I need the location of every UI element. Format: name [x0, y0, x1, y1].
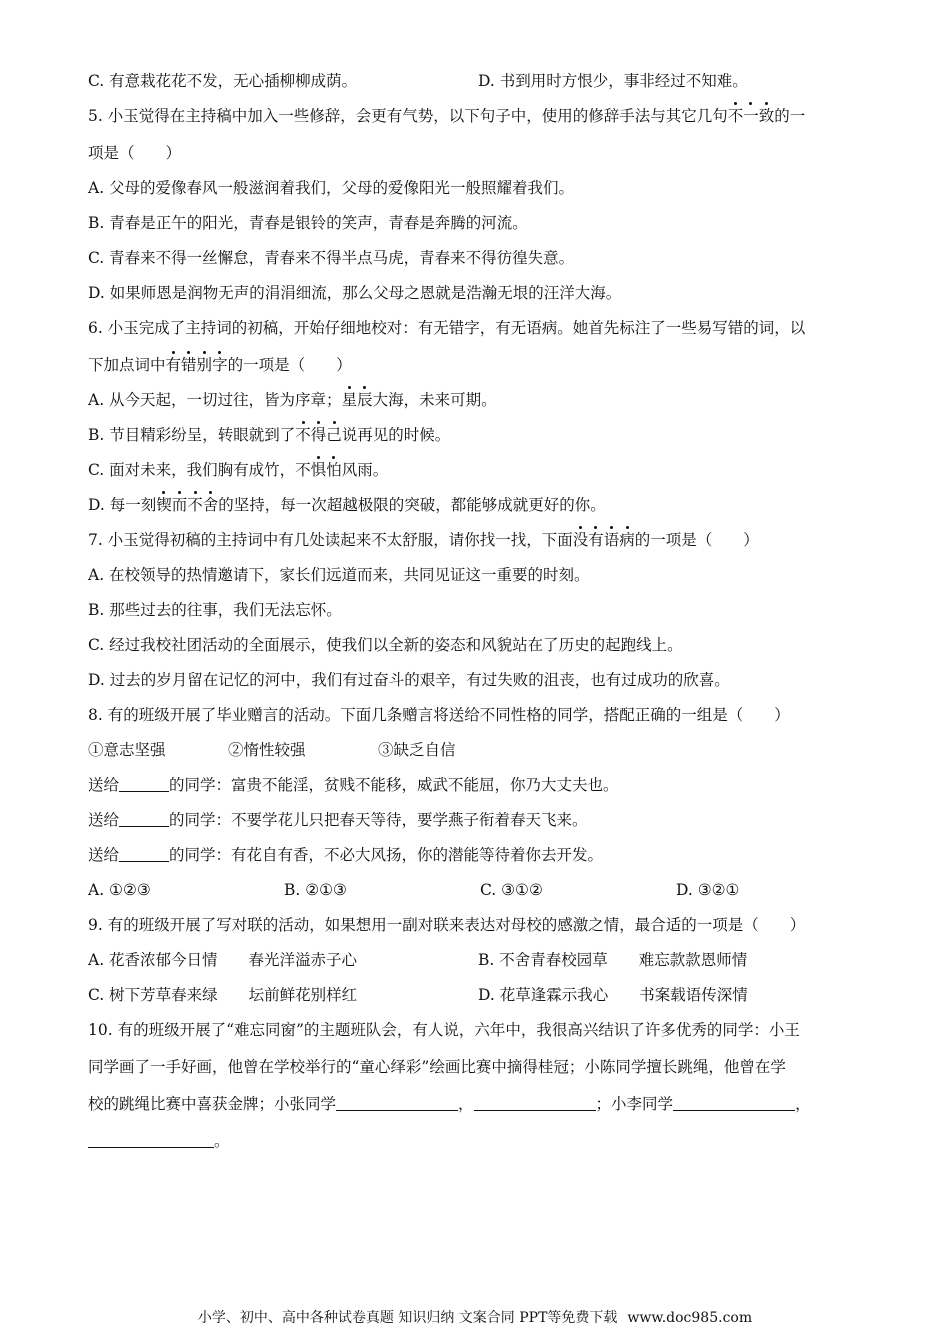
q9-options-row2 [88, 984, 872, 1006]
emphasis-char: 没 [572, 531, 589, 549]
q5-option-a: A. 父母的爱像春风一般滋润着我们，父母的爱像阳光一般照耀着我们。 [88, 179, 575, 197]
emphasis-char: 星 [341, 391, 358, 409]
q8-stem: 8. 有的班级开展了毕业赠言的活动。下面几条赠言将送给不同性格的同学，搭配正确的一组是（ ） [88, 706, 790, 724]
q6-option-b [88, 424, 872, 446]
q6-option-c [88, 459, 872, 481]
q10-text: 小李同学 [611, 1095, 674, 1113]
emphasis-char: 有 [165, 356, 182, 374]
send-label: 送给 [88, 846, 120, 864]
trait-item: ②惰性较强 [228, 741, 306, 759]
emphasis-char: 而 [171, 496, 188, 514]
q6-option-a [88, 389, 872, 411]
footer-text: 小学、初中、高中各种试卷真题 知识归纳 文案合同 PPT等免费下载 [197, 1310, 618, 1326]
answer-blank[interactable] [673, 1094, 795, 1111]
send-label: 送给 [88, 776, 120, 794]
q8-option-b: B. ②①③ [284, 881, 347, 899]
q8-line-2 [88, 809, 872, 831]
q10-line-2: 同学画了一手好画，他曾在学校举行的“童心绎彩”绘画比赛中摘得桂冠；小陈同学擅长跳绳，他曾在学 [88, 1058, 786, 1076]
q7-stem [88, 529, 872, 551]
q10-line-4 [88, 1130, 872, 1152]
q7-option-a: A. 在校领导的热情邀请下，家长们远道而来，共同见证这一重要的时刻。 [88, 566, 590, 584]
emphasis-char: 致 [758, 107, 775, 125]
emphasis-char: 错 [181, 356, 197, 374]
q5-option-d: D. 如果师恩是润物无声的涓涓细流，那么父母之恩就是浩瀚无垠的汪洋大海。 [88, 284, 622, 302]
q8-option-d: D. ③②① [676, 881, 740, 899]
emphasis-char: 得 [310, 426, 327, 444]
emphasis-char: 有 [588, 531, 604, 549]
answer-blank[interactable] [119, 775, 169, 792]
q7-stem-text: 的一项是（ ） [634, 531, 759, 549]
q4-option-d: D. 书到用时方恨少，事非经过不知难。 [478, 72, 748, 90]
emphasis-char: 别 [196, 356, 213, 374]
q5-stem [88, 105, 872, 127]
emphasis-char: 语 [603, 531, 620, 549]
q7-option-b: B. 那些过去的往事，我们无法忘怀。 [88, 601, 342, 619]
q8-option-c: C. ③①② [480, 881, 543, 899]
option-text: D. 每一刻 [88, 496, 157, 514]
q5-option-b: B. 青春是正午的阳光，青春是银铃的笑声，青春是奔腾的河流。 [88, 214, 528, 232]
q7-option-c: C. 经过我校社团活动的全面展示，使我们以全新的姿态和风貌站在了历史的起跑线上。 [88, 636, 683, 654]
q4-option-c: C. 有意栽花花不发，无心插柳柳成荫。 [88, 72, 358, 90]
q5-stem-cont: 项是（ ） [88, 144, 182, 162]
q5-stem-text: 5. 小玉觉得在主持稿中加入一些修辞，会更有气势，以下句子中，使用的修辞手法与其它几句 [88, 107, 728, 125]
q6-stem: 6. 小玉完成了主持词的初稿，开始仔细地校对：有无错字，有无语病。她首先标注了一些易写错的词，以 [88, 319, 806, 337]
trait-item: ③缺乏自信 [378, 741, 456, 759]
q4-options-row [88, 70, 872, 92]
q9-option-b: B. 不舍青春校园草 难忘款款恩师情 [478, 951, 748, 969]
q8-option-a: A. ①②③ [88, 881, 151, 899]
q7-option-d: D. 过去的岁月留在记忆的河中，我们有过奋斗的艰辛，有过失败的沮丧，也有过成功的欣喜。 [88, 671, 730, 689]
q9-option-d: D. 花草逢霖示我心 书案载语传深情 [478, 986, 748, 1004]
emphasis-char: 辰 [357, 391, 373, 409]
answer-blank[interactable] [119, 845, 169, 862]
answer-blank[interactable] [336, 1094, 458, 1111]
option-text: C. 面对未来，我们胸有成竹，不 [88, 461, 311, 479]
q10-punct: ， [795, 1095, 811, 1113]
quote-text: 的同学：有花自有香，不必大风扬，你的潜能等待着你去开发。 [169, 846, 604, 864]
q10-punct: ； [595, 1095, 612, 1113]
emphasis-char: 一 [743, 107, 759, 125]
q10-text: 校的跳绳比赛中喜获金牌；小张同学 [88, 1095, 337, 1113]
q7-stem-text: 7. 小玉觉得初稿的主持词中有几处读起来不太舒服，请你找一找，下面 [88, 531, 573, 549]
page-footer [0, 1307, 950, 1327]
q5-stem-text: 的一 [774, 107, 806, 125]
option-text: 说再见的时候。 [341, 426, 451, 444]
q9-option-c: C. 树下芳草春来绿 坛前鲜花别样红 [88, 986, 358, 1004]
emphasis-char: 舍 [202, 496, 219, 514]
emphasis-char: 锲 [156, 496, 172, 514]
q9-option-a: A. 花香浓郁今日情 春光洋溢赤子心 [88, 951, 358, 969]
q10-punct: ， [458, 1095, 474, 1113]
option-text: B. 节目精彩纷呈，转眼就到了 [88, 426, 296, 444]
footer-url[interactable]: www.doc985.com [627, 1310, 753, 1326]
q9-stem: 9. 有的班级开展了写对联的活动，如果想用一副对联来表达对母校的感激之情，最合适的一项是（ ） [88, 916, 806, 934]
q8-line-3 [88, 844, 872, 866]
q6-stem-text: 下加点词中 [88, 356, 166, 374]
option-text: 大海，未来可期。 [372, 391, 497, 409]
answer-blank[interactable] [474, 1094, 596, 1111]
q8-traits [88, 739, 872, 761]
q6-option-d [88, 494, 872, 516]
emphasis-char: 病 [619, 531, 635, 549]
option-text: 风雨。 [341, 461, 389, 479]
q6-stem-text: 的一项是（ ） [227, 356, 352, 374]
emphasis-char: 惧 [310, 461, 327, 479]
quote-text: 的同学：富贵不能淫，贫贱不能移，威武不能屈，你乃大丈夫也。 [169, 776, 619, 794]
trait-item: ①意志坚强 [88, 741, 166, 759]
q10-punct: 。 [214, 1132, 230, 1150]
q10-line-1: 10. 有的班级开展了“难忘同窗”的主题班队会，有人说，六年中，我很高兴结识了许多优秀的同学：小王 [88, 1021, 800, 1039]
q5-option-c: C. 青春来不得一丝懈怠，青春来不得半点马虎，青春来不得彷徨失意。 [88, 249, 575, 267]
emphasis-char: 怕 [326, 461, 342, 479]
emphasis-char: 不 [187, 496, 203, 514]
q6-stem-cont [88, 354, 872, 376]
q8-line-1 [88, 774, 872, 796]
q9-options-row1 [88, 949, 872, 971]
quote-text: 的同学：不要学花儿只把春天等待，要学燕子衔着春天飞来。 [169, 811, 588, 829]
answer-blank[interactable] [88, 1131, 214, 1148]
emphasis-char: 己 [326, 426, 342, 444]
emphasis-char: 不 [295, 426, 311, 444]
q8-options [88, 879, 872, 901]
send-label: 送给 [88, 811, 120, 829]
answer-blank[interactable] [119, 810, 169, 827]
option-text: 的坚持，每一次超越极限的突破，都能够成就更好的你。 [218, 496, 606, 514]
option-text: A. 从今天起，一切过往，皆为序章； [88, 391, 342, 409]
emphasis-char: 字 [212, 356, 228, 374]
exam-page [88, 70, 872, 1152]
q10-line-3 [88, 1093, 872, 1115]
emphasis-char: 不 [727, 107, 744, 125]
